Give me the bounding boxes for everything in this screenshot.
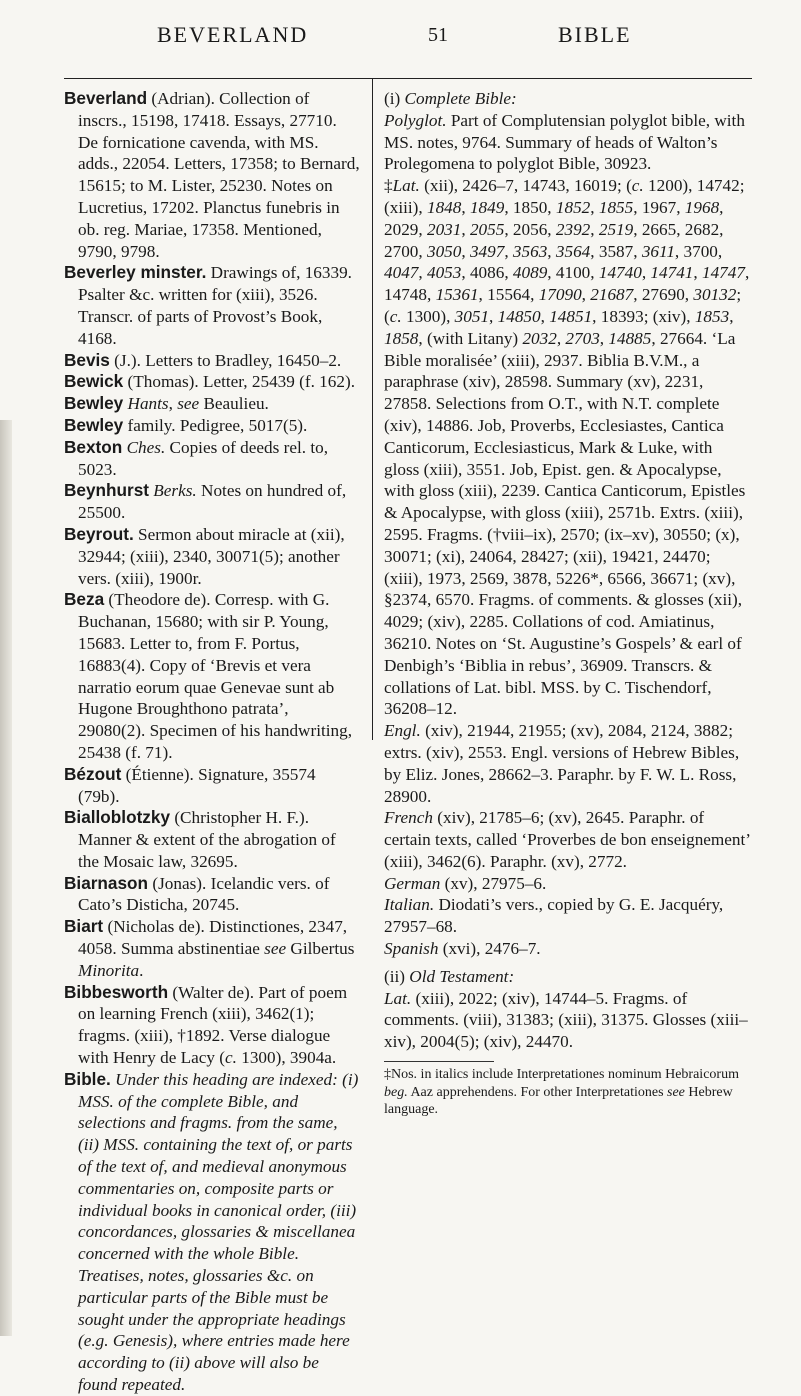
entry-text: (Jonas). Icelandic vers. of Cato’s Disticha, 20745. xyxy=(78,873,330,915)
right-column xyxy=(384,88,752,1119)
bible-subentry: German (xv), 27975–6. xyxy=(384,873,547,893)
index-entry xyxy=(64,1069,360,1396)
index-entry xyxy=(64,88,360,262)
entry-text: (J.). Letters to Bradley, 16450–2. xyxy=(109,350,342,370)
entry-text: Under this heading are indexed: (i) MSS. of the complete Bible, and selections and fragms. from the same, (ii) MSS. containing the text of, or parts of the text of, and medieval anonymous commentaries on, composite parts or individual books in canonical order, (iii) concordances, glossaries & miscellanea concerned with the whole Bible. Treatises, notes, glossaries &c. on particular parts of the Bible must be sought under the appropriate headings (e.g. Genesis), where entries made here according to (ii) above will also be found repeated. xyxy=(78,1069,359,1395)
entry-text: Berks. Notes on hundred of, 25500. xyxy=(78,481,347,523)
entry-text: family. Pedigree, 5017(5). xyxy=(123,415,308,435)
entry-headword: Bibbesworth xyxy=(64,981,169,1002)
header-right-word: BIBLE xyxy=(558,22,632,47)
index-entry xyxy=(64,437,360,481)
footnote-rule xyxy=(384,1061,494,1062)
entry-text: (Theodore de). Corresp. with G. Buchanan, 15680; with sir P. Young, 15683. Letter to, from F. Portus, 16883(4). Copy of ‘Brevis et vera narratio eorum quae Genevae sunt ab Hugone Broughthono patrata’, 29080(2). Specimen of his handwriting, 25438 (f. 71). xyxy=(78,590,353,762)
entry-headword: Bevis xyxy=(64,349,110,370)
index-entry xyxy=(64,262,360,349)
bible-subentry: (i) Complete Bible: xyxy=(384,89,517,108)
entry-text: (Thomas). Letter, 25439 (f. 162). xyxy=(123,372,355,392)
entry-headword: Biarnason xyxy=(64,872,149,893)
bible-subentry: (ii) Old Testament: xyxy=(384,966,515,986)
entry-headword: Beyrout. xyxy=(64,523,134,544)
bible-subentry: Engl. (xiv), 21944, 21955; (xv), 2084, 2124, 3882; extrs. (xiv), 2553. Engl. versions of Hebrew Bibles, by Eliz. Jones, 28662–3. Paraphr. by F. W. L. Ross, 28900. xyxy=(384,721,740,806)
entry-headword: Beza xyxy=(64,589,105,610)
header-left-word: BEVERLAND xyxy=(157,22,309,47)
index-entry xyxy=(64,524,360,589)
index-entry xyxy=(64,873,360,917)
bible-subentry: Italian. Diodati’s vers., copied by G. E. Jacquéry, 27957–68. xyxy=(384,895,724,937)
index-entry xyxy=(64,807,360,872)
bible-subentry: Spanish (xvi), 2476–7. xyxy=(384,939,541,959)
left-column xyxy=(64,88,360,1396)
entry-text: (Adrian). Collection of inscrs., 15198, 17418. Essays, 27710. De fornicatione cavenda, with MS. adds., 22054. Letters, 17358; to Bernard, 15615; to M. Lister, 25230. Notes on Lucretius, 17202. Planctus funebris in ob. reg. Mariae, 17358. Mentioned, 9790, 9798. xyxy=(78,89,360,261)
index-entry xyxy=(64,480,360,524)
entry-headword: Bible. xyxy=(64,1068,111,1089)
entry-headword: Bexton xyxy=(64,436,123,457)
entry-text: (Walter de). Part of poem on learning French (xiii), 3462(1); fragms. (xiii), †1892. Verse dialogue with Henry de Lacy (c. 1300), 3904a. xyxy=(78,982,348,1068)
running-header xyxy=(0,22,801,62)
column-divider xyxy=(372,78,373,740)
index-entry xyxy=(64,764,360,808)
bible-subentry: Lat. (xiii), 2022; (xiv), 14744–5. Fragms. of comments. (viii), 31383; (xiii), 31375. Glosses (xiii–xiv), 2004(5); (xiv), 24470. xyxy=(384,988,748,1052)
entry-headword: Biart xyxy=(64,916,104,937)
entry-headword: Beynhurst xyxy=(64,480,149,501)
page-edge-shadow xyxy=(0,420,12,1336)
entry-headword: Beverland xyxy=(64,88,148,108)
entry-text: (Nicholas de). Distinctiones, 2347, 4058. Summa abstinentiae see Gilbertus Minorita. xyxy=(78,917,355,980)
footnote: ‡Nos. in italics include Interpretationes nominum Hebraicorum beg. Aaz apprehendens. For other Interpretationes see Hebrew language. xyxy=(384,1067,739,1118)
entry-headword: Bewley xyxy=(64,414,124,435)
entry-text: Sermon about miracle at (xii), 32944; (xiii), 2340, 30071(5); another vers. (xiii), 1900r. xyxy=(78,524,345,588)
index-entry xyxy=(64,350,360,372)
entry-headword: Bézout xyxy=(64,763,122,784)
bible-subentry: French (xiv), 21785–6; (xv), 2645. Paraphr. of certain texts, called ‘Proverbes de bon enseignement’ (xiii), 3462(6). Paraphr. (xv), 2772. xyxy=(384,808,750,871)
index-entry xyxy=(64,393,360,415)
bible-subentry: ‡Lat. (xii), 2426–7, 14743, 16019; (c. 1200), 14742; (xiii), 1848, 1849, 1850, 1852, 1855, 1967, 1968, 2029, 2031, 2055, 2056, 2392, 2519, 2665, 2682, 2700, 3050, 3497, 3563, 3564, 3587, 3611, 3700, 4047, 4053, 4086, 4089, 4100, 14740, 14741, 14747, 14748, 15361, 15564, 17090, 21687, 27690, 30132; (c. 1300), 3051, 14850, 14851, 18393; (xiv), 1853, 1858, (with Litany) 2032, 2703, 14885, 27664. ‘La Bible moralisée’ (xiii), 2937. Biblia B.V.M., a paraphrase (xiv), 28598. Summary (xv), 2231, 27858. Selections from O.T., with N.T. complete (xiv), 14886. Job, Proverbs, Ecclesiastes, Cantica Canticorum, Ecclesiasticus, Mark & Luke, with gloss (xiii), 3551. Job, Epist. gen. & Apocalypse, with gloss (xiii), 2239. Cantica Canticorum, Epistles & Apocalypse, with gloss (xiii), 2571b. Extrs. (xiii), 2595. Fragms. (†viii–ix), 2570; (ix–xv), 30550; (x), 30071; (xi), 24064, 28427; (xii), 19421, 24470; (xiii), 1973, 2569, 3878, 5226*, 6566, 36671; (xv), §2374, 6570. Fragms. of comments. & glosses (xii), 4029; (xiv), 2285. Collations of cod. Amiatinus, 36210. Notes on ‘St. Augustine’s Gospels’ & earl of Denbigh’s ‘Biblia in rebus’, 36909. Transcrs. & collations of Lat. bibl. MSS. by C. Tischendorf, 36208–12. xyxy=(384,176,750,719)
index-entry xyxy=(64,982,360,1069)
entry-headword: Bewley xyxy=(64,393,124,414)
entry-text: (Étienne). Signature, 35574 (79b). xyxy=(78,764,316,806)
entry-headword: Beverley minster. xyxy=(64,262,207,283)
entry-headword: Bewick xyxy=(64,371,124,392)
entry-headword: Bialloblotzky xyxy=(64,807,171,828)
entry-text: (Christopher H. F.). Manner & extent of the abrogation of the Mosaic law, 32695. xyxy=(78,808,336,871)
entry-text: Hants, see Beaulieu. xyxy=(127,394,269,414)
index-entry xyxy=(64,589,360,763)
index-entry xyxy=(64,415,360,437)
bible-subentry: Polyglot. Part of Complutensian polyglot bible, with MS. notes, 9764. Summary of heads of Walton’s Prolegomena to polyglot Bible, 30923. xyxy=(384,110,745,174)
index-entry xyxy=(64,916,360,981)
page-number: 51 xyxy=(428,24,448,46)
entry-text: Ches. Copies of deeds rel. to, 5023. xyxy=(78,437,329,479)
index-entry xyxy=(64,371,360,393)
header-rule xyxy=(64,78,752,79)
entry-text: Drawings of, 16339. Psalter &c. written for (xiii), 3526. Transcr. of parts of Provost’s Book, 4168. xyxy=(78,263,352,348)
